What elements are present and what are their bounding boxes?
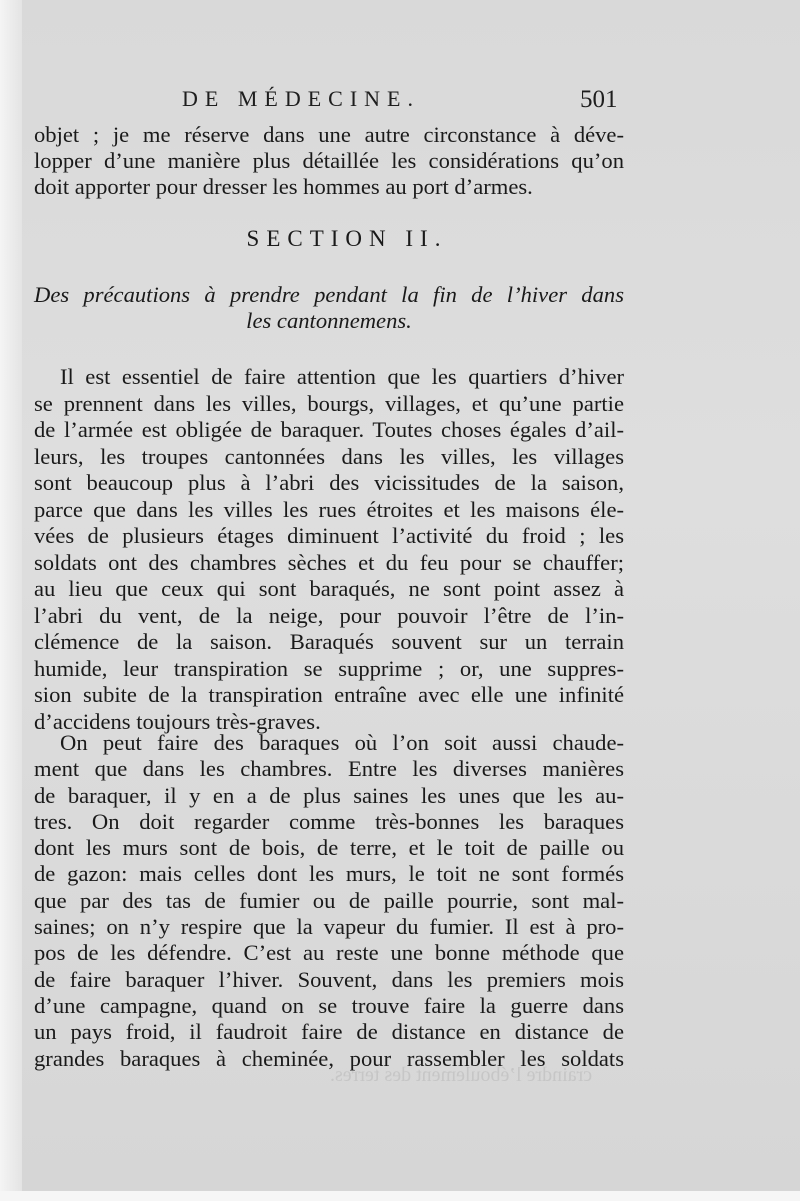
text-line: leurs, les troupes cantonnées dans les villes, les villages — [34, 443, 624, 469]
text-line: clémence de la saison. Baraqués souvent sur un terrain — [34, 629, 624, 654]
subtitle-line: les cantonnemens. — [246, 308, 412, 334]
text-line: Il est essentiel de faire attention que les quartiers d’hiver — [60, 364, 624, 389]
paragraph-2 — [34, 730, 624, 1072]
text-line: de faire baraquer l’hiver. Souvent, dans les premiers mois — [34, 966, 624, 992]
text-line: soldats ont des chambres sèches et du feu pour se chauffer; — [34, 549, 624, 575]
text-line: ment que dans les chambres. Entre les diverses manières — [34, 756, 624, 782]
section-title: SECTION II. — [246, 226, 448, 251]
page-number: 501 — [580, 86, 618, 113]
intro-paragraph — [34, 122, 624, 201]
text-line: vées de plusieurs étages diminuent l’activité du froid ; les — [34, 523, 624, 548]
page-header — [32, 86, 632, 118]
show-through-text: craindre l’éboulement des terres. — [330, 1064, 593, 1086]
text-line: d’une campagne, quand on se trouve faire la guerre dans — [34, 992, 624, 1018]
text-line: au lieu que ceux qui sont baraqués, ne sont point assez à — [34, 576, 624, 601]
text-line: que par des tas de fumier ou de paille pourrie, sont mal- — [34, 887, 624, 913]
section-subtitle — [34, 282, 624, 334]
section-heading — [32, 226, 622, 252]
text-line: grandes baraques à cheminée, pour rassembler les soldats — [34, 1045, 624, 1071]
text-line: sion subite de la transpiration entraîne avec elle une infinité — [34, 682, 624, 707]
text-line: objet ; je me réserve dans une autre circonstance à déve- — [34, 122, 624, 147]
text-line: doit apporter pour dresser les hommes au port d’armes. — [34, 174, 533, 200]
text-line: lopper d’une manière plus détaillée les considérations qu’on — [34, 148, 624, 174]
text-line: de baraquer, il y en a de plus saines les unes que les au- — [34, 782, 624, 808]
text-line: l’abri du vent, de la neige, pour pouvoir l’être de l’in- — [34, 602, 624, 628]
running-head: DE MÉDECINE. — [182, 86, 420, 111]
text-line: tres. On doit regarder comme très-bonnes les baraques — [34, 808, 624, 834]
text-line: pos de les défendre. C’est au reste une bonne méthode que — [34, 940, 624, 966]
text-line: se prennent dans les villes, bourgs, villages, et qu’une partie — [34, 390, 624, 416]
text-line: sont beaucoup plus à l’abri des vicissitudes de la saison, — [34, 470, 624, 495]
text-line: de l’armée est obligée de baraquer. Toutes choses égales d’ail- — [34, 417, 624, 442]
text-line: un pays froid, il faudroit faire de distance en distance de — [34, 1019, 624, 1045]
text-line: humide, leur transpiration se supprime ; or, une suppres- — [34, 655, 624, 681]
subtitle-line: Des précautions à prendre pendant la fin de l’hiver dans — [34, 282, 624, 307]
paragraph-1 — [34, 364, 624, 735]
text-line: On peut faire des baraques où l’on soit aussi chaude- — [60, 730, 624, 755]
text-line: parce que dans les villes les rues étroites et les maisons éle- — [34, 496, 624, 522]
text-line: de gazon: mais celles dont les murs, le toit ne sont formés — [34, 861, 624, 887]
text-line: d’accidens toujours très-graves. — [34, 708, 321, 734]
text-line: dont les murs sont de bois, de terre, et le toit de paille ou — [34, 835, 624, 861]
text-line: saines; on n’y respire que la vapeur du fumier. Il est à pro- — [34, 914, 624, 940]
